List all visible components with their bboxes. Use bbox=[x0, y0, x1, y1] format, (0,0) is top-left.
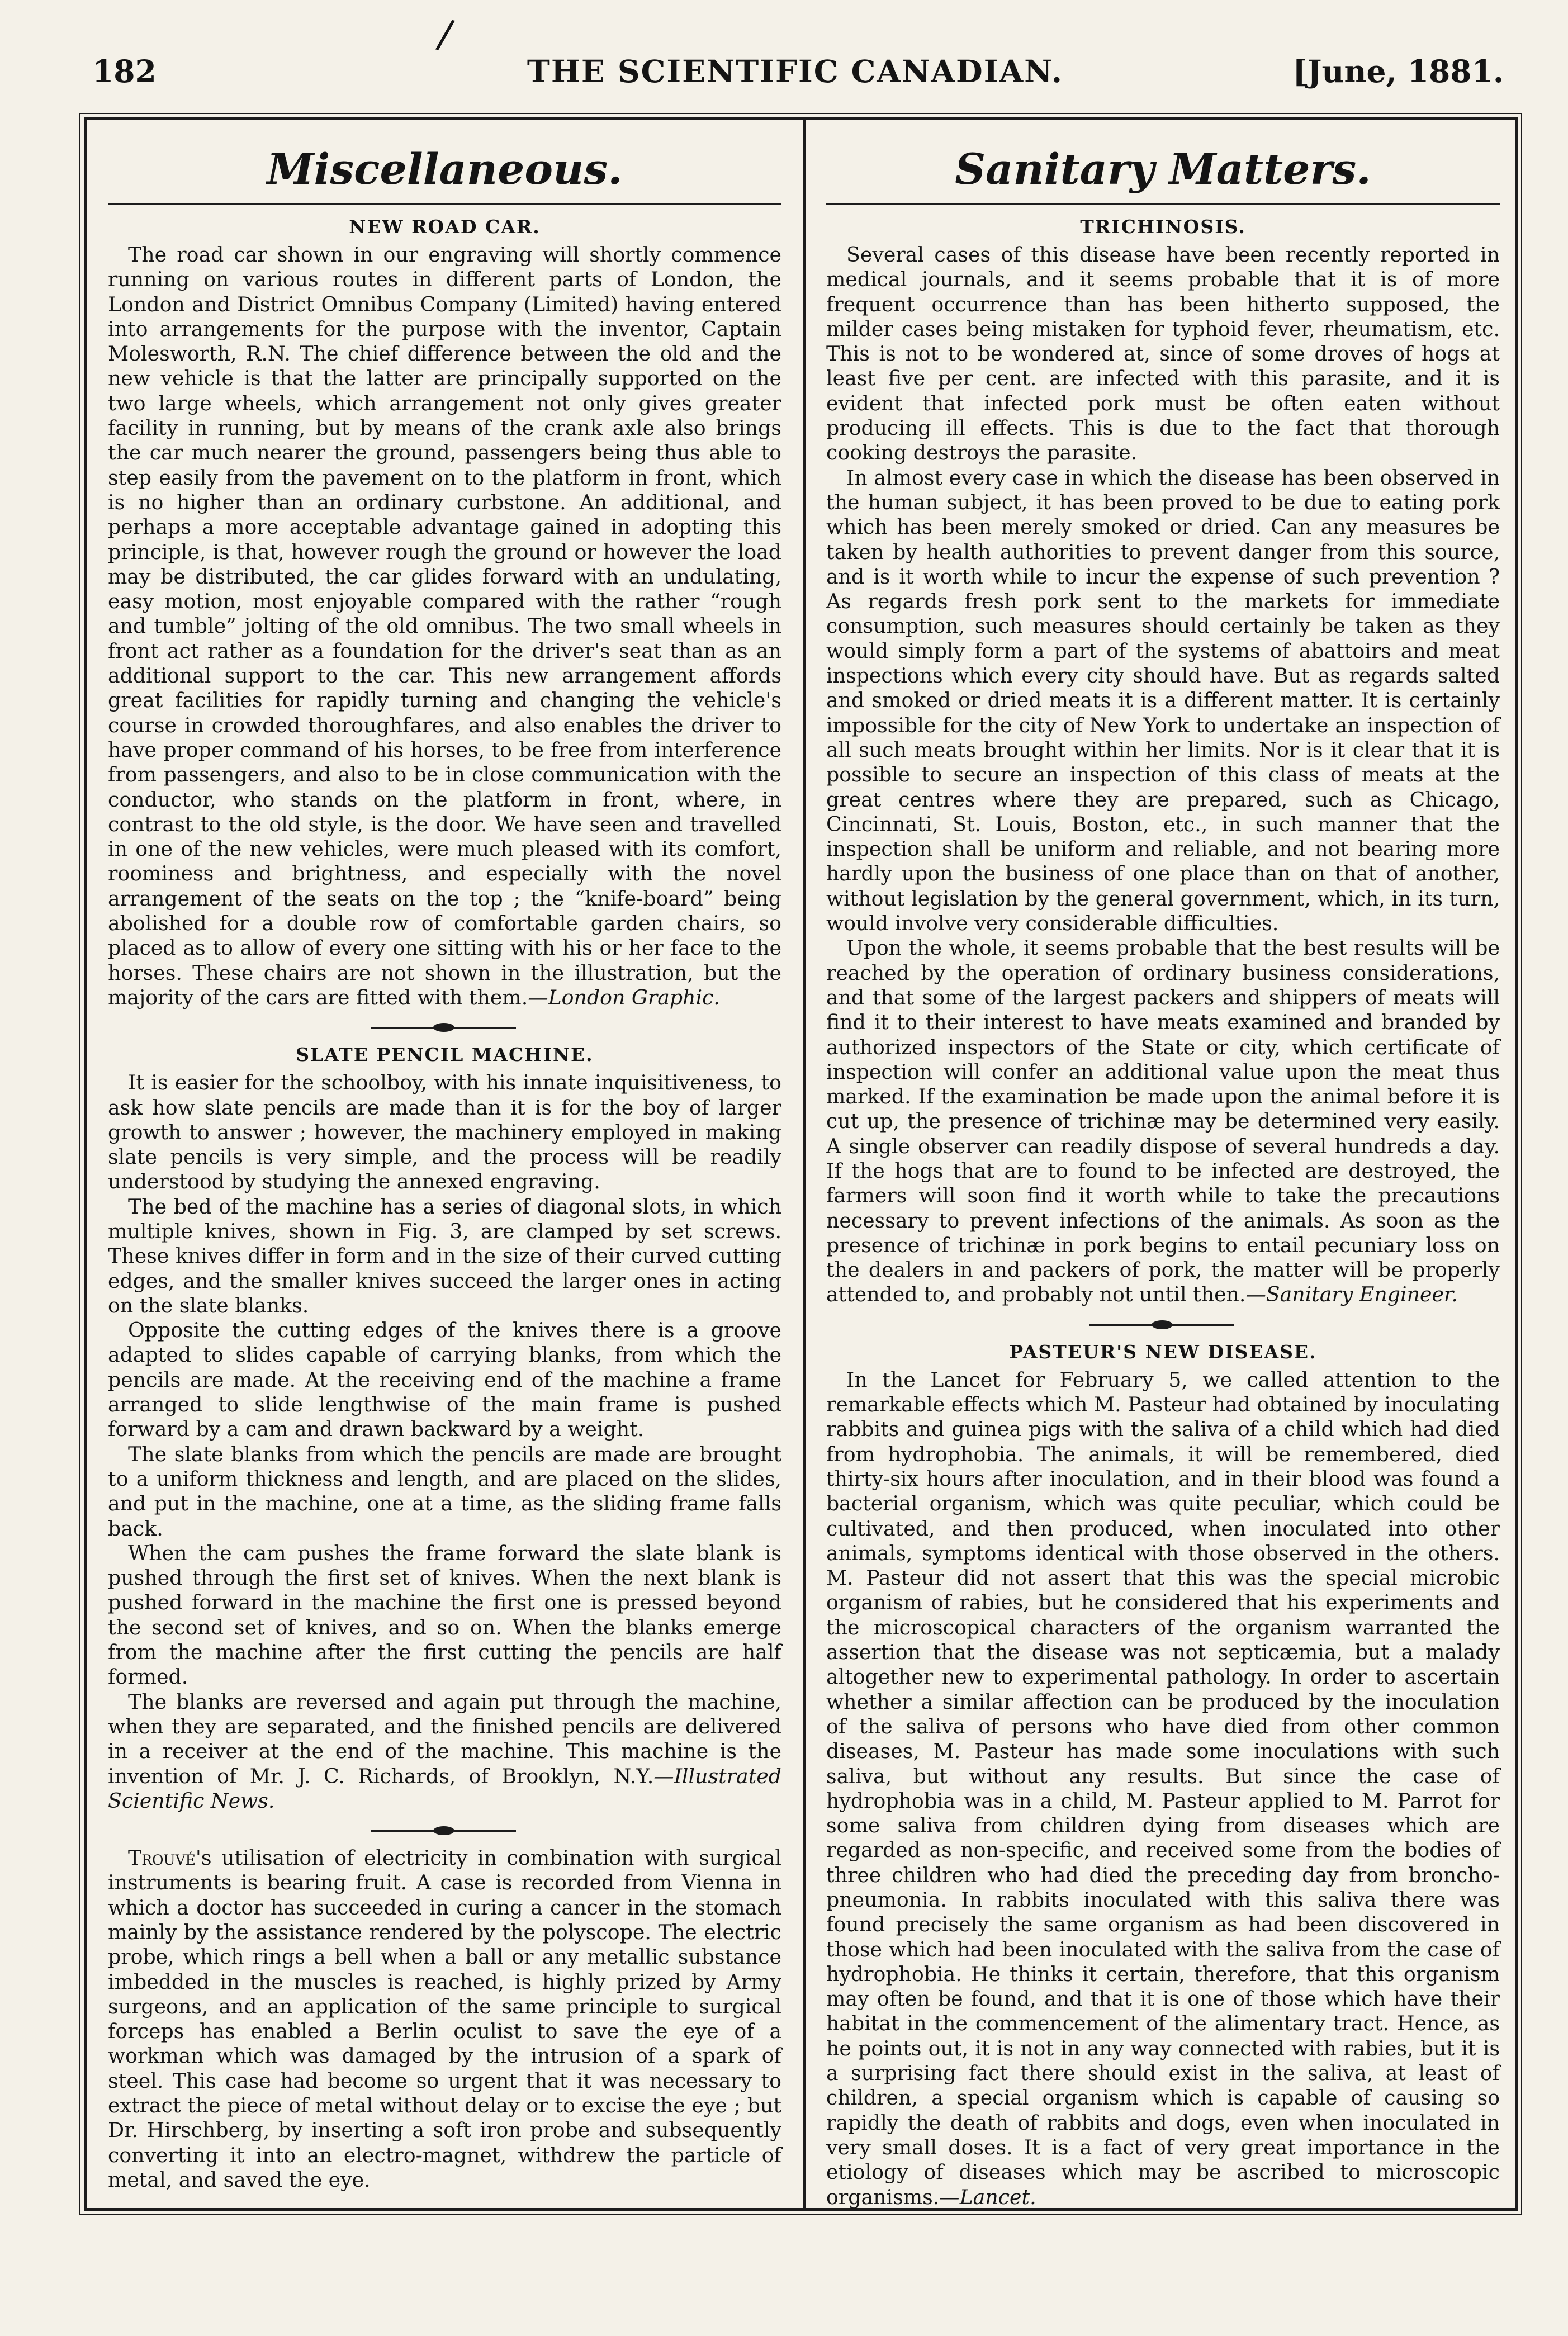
article-paragraph bbox=[108, 1690, 781, 1813]
section-title-miscellaneous: Miscellaneous. bbox=[108, 143, 781, 205]
paragraph-text: The road car shown in our engraving will shortly commence running on various routes in different parts of London, the London and District Omnibus Company (Limited) having entered into arrangements for the purpose with the inventor, Captain Molesworth, R.N. The chief difference between the old and the new vehicle is that the latter are principally supported on the two large wheels, which arrangement not only gives greater facility in running, but by means of the crank axle also brings the car much nearer the ground, passengers being thus able to step easily from the pavement on to the platform in front, which is no higher than an ordinary curbstone. An additional, and perhaps a more acceptable advantage gained in adopting this principle, is that, however rough the ground or however the load may be distributed, the car glides forward with an undulating, easy motion, most enjoyable compared with the rather “rough and tumble” jolting of the old omnibus. The two small wheels in front act rather as a foundation for the driver's seat than as an additional support to the car. This new arrangement affords great facilities for rapidly turning and changing the vehicle's course in crowded thoroughfares, and also enables the driver to have proper command of his horses, to be free from interference from passengers, and also to be in close communication with the conductor, who stands on the platform in front, where, in contrast to the old style, is the door. We have seen and travelled in one of the new vehicles, were much pleased with its comfort, roominess and brightness, and especially with the novel arrangement of the seats on the top ; the “knife-board” being abolished for a double row of comfortable garden chairs, so placed as to allow of every one sitting with his or her face to the horses. These chairs are not shown in the illustration, but the majority of the cars are fitted with them. bbox=[108, 243, 781, 1010]
article-pasteurs-new-disease bbox=[826, 1340, 1500, 2210]
article-paragraph: Several cases of this disease have been recently reported in medical journals, and it seems probable that it is of more frequent occurrence than has been hitherto supposed, the milder cases being mistaken for typhoid fever, rheumatism, etc. This is not to be wondered at, since of some droves of hogs at least five per cent. are infected with this parasite, and it is evident that infected pork must be often eaten without producing ill effects. This is due to the fact that thorough cooking destroys the parasite. bbox=[826, 243, 1500, 465]
page-header bbox=[87, 53, 1504, 103]
article-credit: —Sanitary Engineer. bbox=[1245, 1282, 1458, 1307]
article-paragraph: The slate blanks from which the pencils are made are brought to a uniform thickness and length, and are placed on the slides, and put in the machine, one at a time, as the sliding frame falls back. bbox=[108, 1442, 781, 1541]
stray-pen-mark: / bbox=[434, 10, 457, 58]
article-paragraph: In almost every case in which the disease has been observed in the human subject, it has been proved to be due to eating pork which has been merely smoked or dried. Can any measures be taken by health authorities to prevent danger from this source, and is it worth while to incur the expense of such prevention ? As regards fresh pork sent to the markets for immediate consumption, such measures should certainly be taken as they would simply form a part of the systems of abattoirs and meat inspections which every city should have. But as regards salted and smoked or dried meats it is a different matter. It is certainly impossible for the city of New York to undertake an inspection of all such meats brought within her limits. Nor is it clear that it is possible to secure an inspection of this class of meats at the great centres where they are prepared, such as Chicago, Cincinnati, St. Louis, Boston, etc., in such manner that the inspection shall be uniform and reliable, and not bearing more hardly upon the business of one place than on that of another, without legislation by the general government, which, in its turn, would involve very considerable difficulties. bbox=[826, 465, 1500, 936]
paragraph-text: Upon the whole, it seems probable that the best results will be reached by the operation of ordinary business considerations, and that some of the largest packers and shippers of meats will find it to their interest to have meats examined and branded by authorized inspectors of the State or city, which certificate of inspection will confer an additional value upon the meat thus marked. If the examination be made upon the animal before it is cut up, the presence of trichinæ may be determined very easily. A single observer can readily dispose of several hundreds a day. If the hogs that are to found to be infected are destroyed, the farmers will soon find it worth while to take the precautions necessary to prevent infections of the animals. As soon as the presence of trichinæ in pork begins to entail pecuniary loss on the dealers in and packers of pork, the matter will be properly attended to, and probably not until then. bbox=[826, 936, 1500, 1307]
article-paragraph bbox=[108, 1846, 781, 2192]
article-paragraph: The bed of the machine has a series of diagonal slots, in which multiple knives, shown in Fig. 3, are clamped by set screws. These knives differ in form and in the size of their curved cutting edges, and the smaller knives succeed the larger ones in acting on the slate blanks. bbox=[108, 1194, 781, 1318]
article-trouve-electricity bbox=[108, 1846, 781, 2192]
article-trichinosis bbox=[826, 215, 1500, 1307]
article-credit: —Lancet. bbox=[939, 2185, 1036, 2209]
article-paragraph bbox=[108, 243, 781, 1010]
section-title-sanitary-matters: Sanitary Matters. bbox=[826, 143, 1500, 205]
article-separator bbox=[108, 1823, 781, 1838]
article-separator bbox=[826, 1318, 1500, 1332]
left-column bbox=[108, 143, 781, 2192]
journal-title: THE SCIENTIFIC CANADIAN. bbox=[527, 53, 1064, 89]
article-paragraph bbox=[826, 936, 1500, 1307]
paragraph-text: In the Lancet for February 5, we called attention to the remarkable effects which M. Pasteur had obtained by inoculating rabbits and guinea pigs with the saliva of a child which had died from hydrophobia. The animals, it will be remembered, died thirty-six hours after inoculation, and in their blood was found a bacterial organism, which was quite peculiar, which could be cultivated, and then produced, when inoculated into other animals, symptoms identical with those observed in the others. M. Pasteur did not assert that this was the special microbic organism of rabies, but he considered that his experiments and the microscopical characters of the organism warranted the assertion that the disease was not septicæmia, but a malady altogether new to experimental pathology. In order to ascertain whether a similar affection can be produced by the inoculation of the saliva of persons who have died from other common diseases, M. Pasteur has made some inoculations with such saliva, but without any results. But since the case of hydrophobia was in a child, M. Pasteur applied to M. Parrot for some saliva from children dying from diseases which are regarded as non-specific, and received some from the bodies of three children who had died the preceding day from broncho-pneumonia. In rabbits inoculated with this saliva there was found precisely the same organism as had been discovered in those which had been inoculated with the saliva from the case of hydrophobia. He thinks it certain, therefore, that this organism may often be found, and that it is one of those which have their habitat in the commencement of the alimentary tract. Hence, as he points out, it is not in any way connected with rabies, but it is a surprising fact there should exist in the saliva, at least of children, a special organism which is capable of causing so rapidly the death of rabbits and dogs, even when inoculated in very small doses. It is a fact of very great importance in the etiology of diseases which may be ascribed to microscopic organisms. bbox=[826, 1367, 1500, 2209]
lead-word: Trouvé bbox=[128, 1846, 196, 1870]
article-paragraph: When the cam pushes the frame forward the slate blank is pushed through the first set of knives. When the next blank is pushed forward in the machine the first one is pressed beyond the second set of knives, and so on. When the blanks emerge from the machine after the first cutting the pencils are half formed. bbox=[108, 1541, 781, 1689]
article-slate-pencil-machine bbox=[108, 1043, 781, 1813]
right-column bbox=[826, 143, 1500, 2210]
paragraph-text: The blanks are reversed and again put through the machine, when they are separated, and the finished pencils are delivered in a receiver at the end of the machine. This machine is the invention of Mr. J. C. Richards, of Brooklyn, N.Y. bbox=[108, 1689, 781, 1788]
issue-date: [June, 1881. bbox=[1292, 53, 1504, 89]
article-credit: —London Graphic. bbox=[528, 985, 720, 1010]
article-title: PASTEUR'S NEW DISEASE. bbox=[1009, 1340, 1317, 1363]
article-separator bbox=[108, 1020, 781, 1035]
column-divider bbox=[803, 120, 806, 2208]
paragraph-text: 's utilisation of electricity in combination with surgical instruments is bearing fruit. A case is recorded from Vienna in which a doctor has succeeded in curing a cancer in the stomach mainly by the assistance rendered by the polyscope. The electric probe, which rings a bell when a ball or any metallic substance imbedded in the muscles is reached, is highly prized by Army surgeons, and an application of the same principle to surgical forceps has enabled a Berlin oculist to save the eye of a workman which was damaged by the intrusion of a spark of steel. This case had become so urgent that it was necessary to extract the piece of metal without delay or to excise the eye ; but Dr. Hirschberg, by inserting a soft iron probe and subsequently converting it into an electro-magnet, withdrew the particle of metal, and saved the eye. bbox=[108, 1846, 781, 2192]
page-number: 182 bbox=[92, 53, 157, 89]
article-credit: —Illustrated Scientific News. bbox=[108, 1764, 781, 1813]
article-title: SLATE PENCIL MACHINE. bbox=[296, 1044, 594, 1066]
article-new-road-car bbox=[108, 215, 781, 1010]
article-title: TRICHINOSIS. bbox=[1080, 216, 1246, 238]
article-paragraph: Opposite the cutting edges of the knives there is a groove adapted to slides capable of carrying blanks, from which the pencils are made. At the receiving end of the machine a frame arranged to slide lengthwise of the main frame is pushed forward by a cam and drawn backward by a weight. bbox=[108, 1318, 781, 1442]
article-title: NEW ROAD CAR. bbox=[349, 216, 541, 238]
article-paragraph bbox=[826, 1368, 1500, 2210]
page-frame bbox=[84, 117, 1518, 2211]
article-paragraph: It is easier for the schoolboy, with his innate inquisitiveness, to ask how slate pencils are made than it is for the boy of larger growth to answer ; however, the machinery employed in making slate pencils is very simple, and the process will be readily understood by studying the annexed engraving. bbox=[108, 1070, 781, 1194]
